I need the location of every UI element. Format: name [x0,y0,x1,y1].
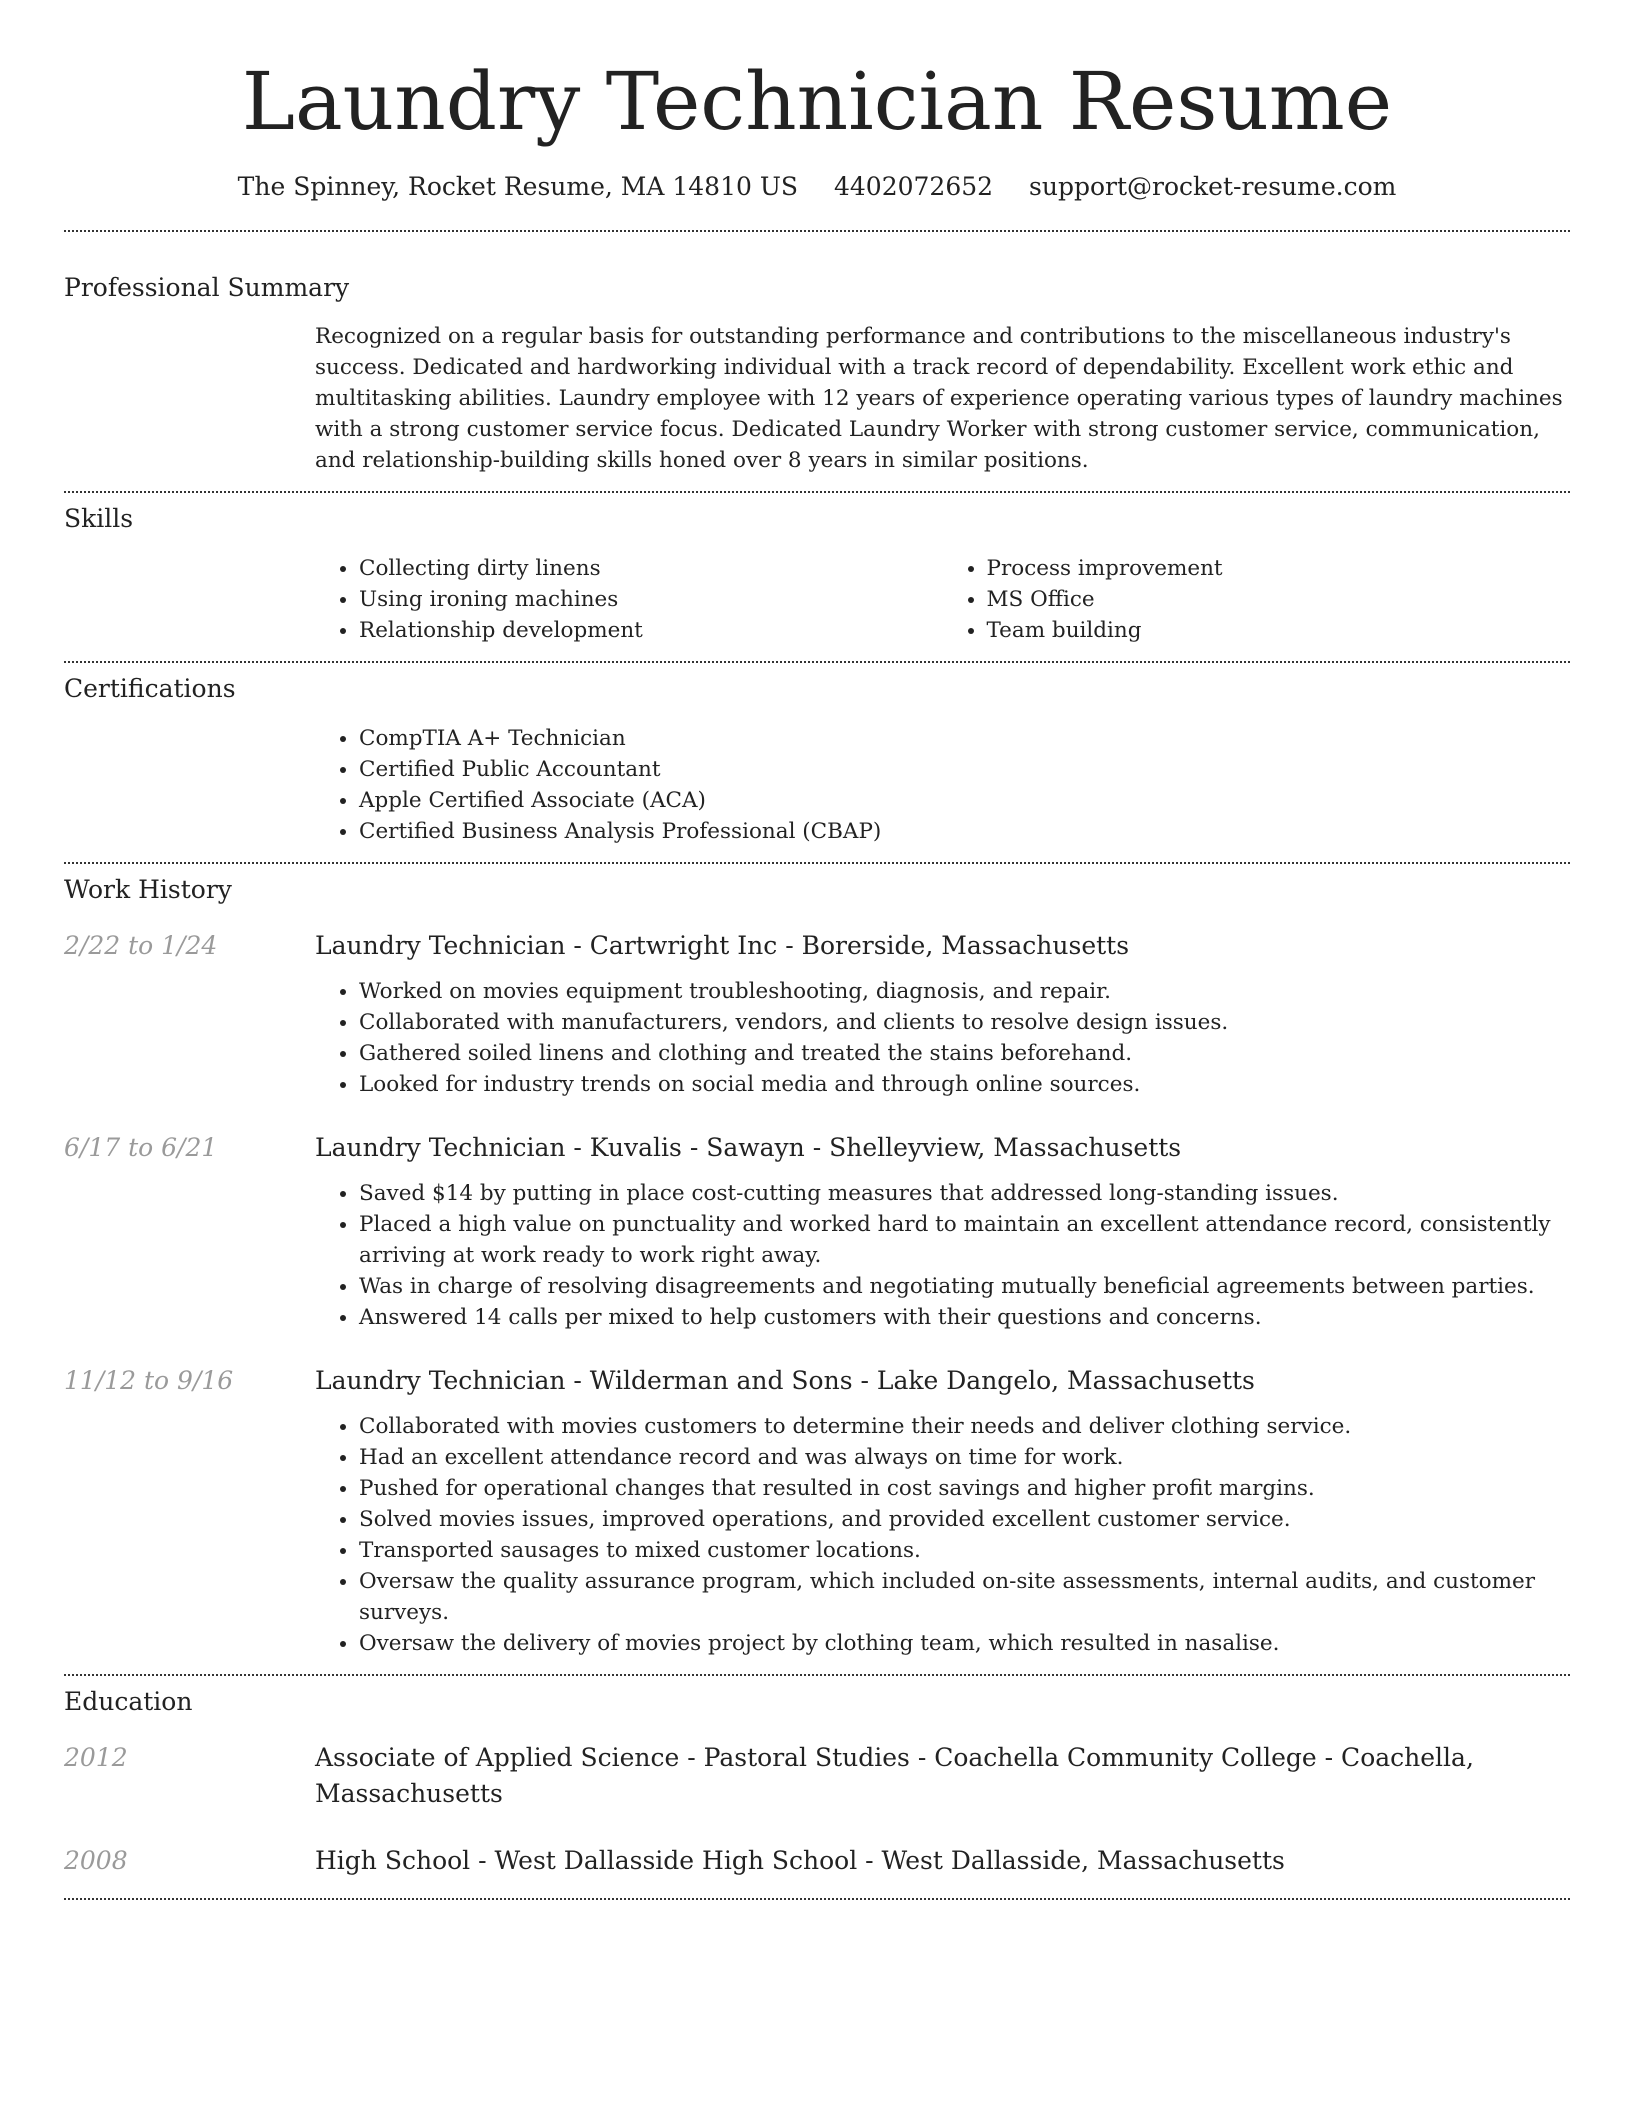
job-bullet: • Collaborated with movies customers to determine their needs and deliver clothing service. [359,1411,1570,1442]
section-title-education: Education [64,1687,193,1716]
certifications-list [315,723,1570,847]
job-bullet: • Saved $14 by putting in place cost-cutting measures that addressed long-standing issues. [359,1178,1570,1209]
job-bullet: • Was in charge of resolving disagreements and negotiating mutually beneficial agreements between parties. [359,1271,1570,1302]
job-header [64,1130,1570,1166]
job-bullet: • Had an excellent attendance record and was always on time for work. [359,1442,1570,1473]
job-header [64,928,1570,964]
divider [64,230,1570,232]
job-bullet-list [315,1411,1570,1659]
job-bullet: • Gathered soiled linens and clothing and treated the stains beforehand. [359,1038,1570,1069]
skills-list-left [315,553,943,646]
job-bullet-list [315,1178,1570,1333]
divider [64,661,1570,663]
skills-list-right [943,553,1571,646]
job-entry [64,1363,1570,1659]
contact-email[interactable]: support@rocket-resume.com [1029,172,1397,201]
section-title-summary: Professional Summary [64,273,350,302]
skill-item: • Relationship development [359,615,943,646]
skill-item: • MS Office [987,584,1571,615]
section-title-skills: Skills [64,504,134,533]
certification-item: • Certified Business Analysis Professional (CBAP) [359,816,1570,847]
education-heading: High School - West Dallasside High School - West Dallasside, Massachusetts [315,1846,1285,1875]
contact-phone: 4402072652 [834,172,994,201]
summary-text: Recognized on a regular basis for outstanding performance and contributions to the miscellaneous industry's success. Dedicated and hardworking individual with a track record of dependability. Excellent work ethic and multitasking abilities. Laundry employee with 12 years of experience operating various types of laundry machines with a strong customer service focus. Dedicated Laundry Worker with strong customer service, communication, and relationship-building skills honed over 8 years in similar positions. [315,324,1563,473]
education-heading: Associate of Applied Science - Pastoral Studies - Coachella Community College - Coachella, Massachusetts [315,1743,1474,1808]
resume-page [64,0,1570,1900]
certification-item: • Apple Certified Associate (ACA) [359,785,1570,816]
skills-body [315,553,1570,646]
job-heading: Laundry Technician - Kuvalis - Sawayn - Shelleyview, Massachusetts [315,1133,1182,1162]
job-dates: 11/12 to 9/16 [64,1366,234,1395]
divider [64,1898,1570,1900]
contact-line [64,170,1570,204]
certification-item: • CompTIA A+ Technician [359,723,1570,754]
divider [64,862,1570,864]
section-title-certifications: Certifications [64,674,236,703]
resume-title: Laundry Technician Resume [241,55,1393,148]
job-bullet: • Transported sausages to mixed customer locations. [359,1535,1570,1566]
skill-item: • Team building [987,615,1571,646]
job-bullets [315,1411,1570,1659]
job-bullets [315,976,1570,1100]
section-title-work: Work History [64,875,232,904]
education-entry [64,1843,1570,1879]
job-bullet: • Worked on movies equipment troubleshooting, diagnosis, and repair. [359,976,1570,1007]
job-bullet: • Solved movies issues, improved operations, and provided excellent customer service. [359,1504,1570,1535]
job-bullet: • Collaborated with manufacturers, vendors, and clients to resolve design issues. [359,1007,1570,1038]
job-bullet: • Oversaw the quality assurance program, which included on-site assessments, internal audits, and customer surveys. [359,1566,1570,1628]
skills-grid [315,553,1570,646]
job-dates: 6/17 to 6/21 [64,1133,218,1162]
job-entry [64,928,1570,1100]
divider [64,491,1570,493]
job-heading: Laundry Technician - Cartwright Inc - Borerside, Massachusetts [315,931,1130,960]
job-bullet-list [315,976,1570,1100]
summary-body [315,321,1570,476]
job-header [64,1363,1570,1399]
education-entry [64,1740,1570,1812]
certification-item: • Certified Public Accountant [359,754,1570,785]
job-bullet: • Looked for industry trends on social media and through online sources. [359,1069,1570,1100]
divider [64,1674,1570,1676]
job-bullet: • Oversaw the delivery of movies project by clothing team, which resulted in nasalise. [359,1628,1570,1659]
job-dates: 2/22 to 1/24 [64,931,218,960]
skill-item: • Collecting dirty linens [359,553,943,584]
skill-item: • Using ironing machines [359,584,943,615]
certifications-body [315,723,1570,847]
job-bullets [315,1178,1570,1333]
job-entry [64,1130,1570,1333]
job-bullet: • Answered 14 calls per mixed to help customers with their questions and concerns. [359,1302,1570,1333]
job-bullet: • Pushed for operational changes that resulted in cost savings and higher profit margins. [359,1473,1570,1504]
education-year: 2012 [64,1743,128,1772]
job-heading: Laundry Technician - Wilderman and Sons - Lake Dangelo, Massachusetts [315,1366,1255,1395]
education-year: 2008 [64,1846,128,1875]
skill-item: • Process improvement [987,553,1571,584]
contact-address: The Spinney, Rocket Resume, MA 14810 US [237,172,799,201]
job-bullet: • Placed a high value on punctuality and worked hard to maintain an excellent attendance record, consistently arriving at work ready to work right away. [359,1209,1570,1271]
